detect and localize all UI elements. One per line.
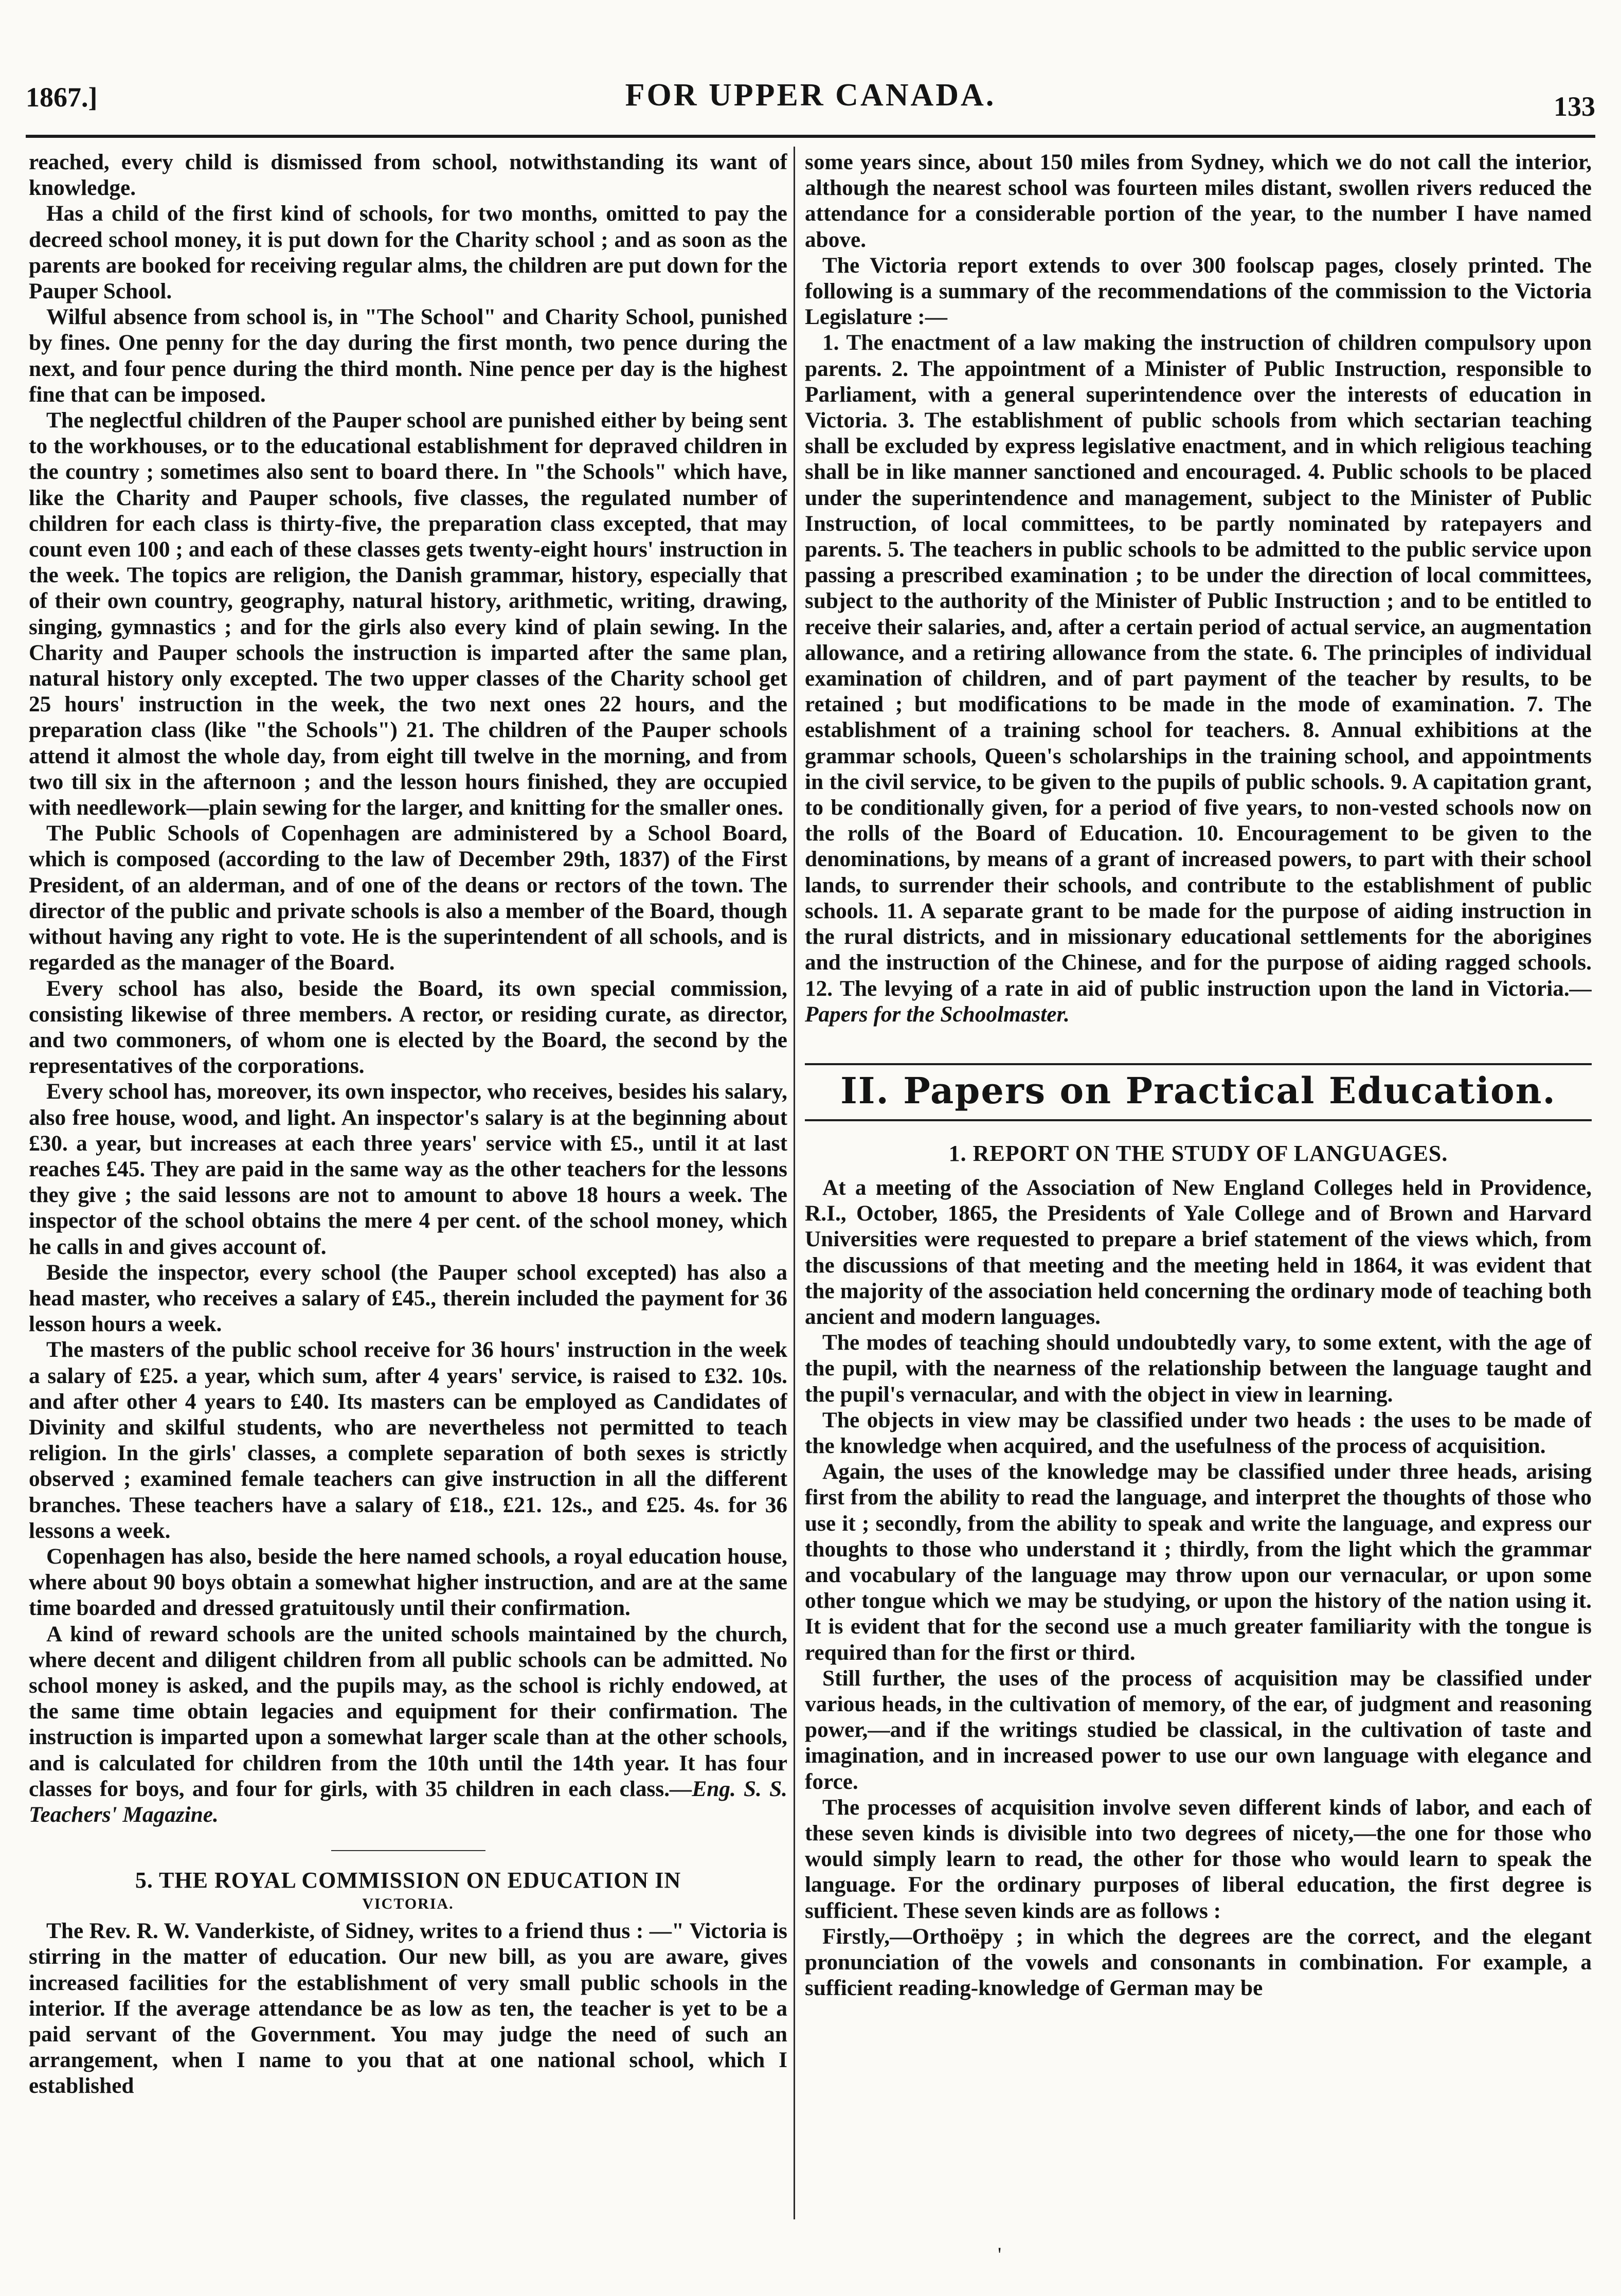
- paragraph-with-source: [29, 1621, 787, 1828]
- footer-mark: ': [998, 2243, 1002, 2266]
- left-column: [29, 149, 787, 2217]
- paragraph: The Victoria report extends to over 300 foolscap pages, closely printed. The following is a summary of the recommendations of the commission to the Victoria Legislature :—: [805, 253, 1592, 330]
- paragraph: Beside the inspector, every school (the Pauper school excepted) has also a head master, who receives a salary of £45., therein included the payment for 36 lesson hours a week.: [29, 1260, 787, 1337]
- header-title: FOR UPPER CANADA.: [625, 78, 996, 113]
- heading-rule-bottom: [805, 1119, 1592, 1121]
- paragraph: The modes of teaching should undoubtedly vary, to some extent, with the age of the pupil, with the nearness of the relationship between the language taught and the pupil's vernacular, and with the object in view in learning.: [805, 1330, 1592, 1407]
- paragraph: some years since, about 150 miles from Sydney, which we do not call the interior, although the nearest school was fourteen miles distant, swollen rivers reduced the attendance for a considerable portion of the year, to the number I have named above.: [805, 150, 1592, 252]
- paragraph: Wilful absence from school is, in "The School" and Charity School, punished by fines. One penny for the day during the first month, two pence during the next, and four pence during the third month. Nine pence per day is the highest fine that can be imposed.: [29, 304, 787, 407]
- paragraph: Still further, the uses of the process of acquisition may be classified under various heads, in the cultivation of memory, of the ear, of judgment and reasoning power,—and if the writings studied be classical, in the cultivation of taste and imagination, and in increased power to use our own language with elegance and force.: [805, 1665, 1592, 1794]
- paragraph: reached, every child is dismissed from school, notwithstanding its want of knowledge.: [29, 150, 787, 201]
- paragraph: Again, the uses of the knowledge may be classified under three heads, arising first from the ability to read the language, and interpret the thoughts of those who use it ; secondly, from the ability to speak and write the language, and express our thoughts to those who understand it ; thirdly, from the light which the grammar and vocabulary of the language may throw upon our vernacular, or upon some other tongue which we may be studying, or upon the history of the nation using it. It is evident that for the second use a much greater familiarity with the tongue is required than for the first or third.: [805, 1459, 1592, 1665]
- source-citation: —Eng. S. S. Teachers' Magazine.: [29, 1776, 787, 1827]
- paragraph-text: A kind of reward schools are the united schools maintained by the church, where decent and diligent children from all public schools can be admitted. No school money is asked, and the pupils may, as the school is richly endowed, at the same time obtain legacies and equipment for their confirmation. The instruction is imparted upon a somewhat larger scale than at the other schools, and is calculated for children from the 10th until the 14th year. It has four classes for boys, and four for girls, with 35 children in each class.: [29, 1621, 787, 1801]
- paragraph: The objects in view may be classified under two heads : the uses to be made of the knowledge when acquired, and the usefulness of the process of acquisition.: [805, 1407, 1592, 1458]
- paragraph: Has a child of the first kind of schools, for two months, omitted to pay the decreed school money, it is put down for the Charity school ; and as soon as the parents are booked for receiving regular alms, the children are put down for the Pauper School.: [29, 201, 787, 304]
- report-title: 1. REPORT ON THE STUDY OF LANGUAGES.: [948, 1140, 1448, 1166]
- paragraph: Every school has, moreover, its own inspector, who receives, besides his salary, also free house, wood, and light. An inspector's salary is at the beginning about £30. a year, but increases at each three years' service with £5., until it at last reaches £45. They are paid in the same way as the other teachers for the lessons they give ; the said lessons are not to amount to above 18 hours a week. The inspector of the school obtains the mere 4 per cent. of the school money, which he calls in and gives account of.: [29, 1079, 787, 1259]
- paragraph: The Rev. R. W. Vanderkiste, of Sidney, writes to a friend thus : —" Victoria is stirring in the matter of education. Our new bill, as you are aware, gives increased facilities for the establishment of very small public schools in the interior. If the average attendance be as low as ten, the teacher is yet to be a paid servant of the Government. You may judge the need of such an arrangement, when I name to you that at one national school, which I established: [29, 1918, 787, 2098]
- header-year: 1867.]: [26, 82, 98, 113]
- paragraph-with-source: [805, 330, 1592, 1027]
- header-rule: [26, 135, 1595, 138]
- right-column: [805, 149, 1592, 2217]
- section-heading: II. Papers on Practical Education.: [840, 1069, 1556, 1112]
- section-divider: [331, 1850, 485, 1851]
- paragraph: The processes of acquisition involve seven different kinds of labor, and each of these seven kinds is divisible into two degrees of nicety,—the one for those who would simply learn to read, the other for those who would learn to speak the language. For the ordinary purposes of liberal education, the first degree is sufficient. These seven kinds are as follows :: [805, 1795, 1592, 1923]
- paragraph: Every school has also, beside the Board, its own special commission, consisting likewise of three members. A rector, or residing curate, as director, and two commoners, of whom one is elected by the Board, the second by the representatives of the corporations.: [29, 976, 787, 1079]
- paragraph: Firstly,—Orthoëpy ; in which the degrees are the correct, and the elegant pronunciation of the vowels and consonants in combination. For example, a sufficient reading-knowledge of German may be: [805, 1924, 1592, 2001]
- paragraph: The neglectful children of the Pauper school are punished either by being sent to the workhouses, or to the educational establishment for depraved children in the country ; sometimes also sent to board there. In "the Schools" which have, like the Charity and Pauper schools, five classes, the regulated number of children for each class is thirty-five, the preparation class excepted, that may count even 100 ; and each of these classes gets twenty-eight hours' instruction in the week. The topics are religion, the Danish grammar, history, especially that of their own country, geography, natural history, arithmetic, writing, drawing, singing, gymnastics ; and for the girls also every kind of plain sewing. In the Charity and Pauper schools the instruction is imparted after the same plan, natural history only excepted. The two upper classes of the Charity school get 25 hours' instruction in the week, the two next ones 22 hours, and the preparation class (like "the Schools") 21. The children of the Pauper schools attend it almost the whole day, from eight till twelve in the morning, and from two till six in the afternoon ; and the lesson hours finished, they are occupied with needlework—plain sewing for the larger, and knitting for the smaller ones.: [29, 408, 787, 820]
- section-heading-box: [805, 1063, 1592, 1121]
- paragraph-text: 1. The enactment of a law making the instruction of children compulsory upon parents. 2. The appointment of a Minister of Public Instruction, responsible to Parliament, with a general superintendence over the interests of education in Victoria. 3. The establishment of public schools from which sectarian teaching shall be excluded by express legislative enactment, and in which religious teaching shall be in like manner sanctioned and encouraged. 4. Public schools to be placed under the superintendence and management, subject to the Minister of Public Instruction, of local committees, to be partly nominated by ratepayers and parents. 5. The teachers in public schools to be admitted to the public service upon passing a prescribed examination ; to be under the direction of local committees, subject to the authority of the Minister of Public Instruction ; and to be entitled to receive their salaries, and, after a certain period of actual service, an augmentation allowance, and a retiring allowance from the state. 6. The principles of individual examination of children, and of part payment of the teacher by results, to be retained ; but modifications to be made in the mode of examination. 7. The establishment of a training school for teachers. 8. Annual exhibitions at the grammar schools, Queen's scholarships in the training school, and appointments in the civil service, to be given to the pupils of public schools. 9. A capitation grant, to be conditionally given, for a period of five years, to non-vested schools now on the rolls of the Board of Education. 10. Encouragement to be given to the denominations, by means of a grant of increased powers, to part with their school lands, to surrender their schools, and contribute to the establishment of public schools. 11. A separate grant to be made for the purpose of aiding instruction in the rural districts, and in missionary educational settlements for the aborigines and the instruction of the Chinese, and for the purpose of aiding ragged schools. 12. The levying of a rate in aid of public instruction upon the land in Victoria.: [805, 330, 1592, 1001]
- section-subtitle: VICTORIA.: [362, 1895, 454, 1913]
- section-title: 5. THE ROYAL COMMISSION ON EDUCATION IN: [135, 1868, 681, 1893]
- paragraph: The masters of the public school receive for 36 hours' instruction in the week a salary of £25. a year, which sum, after 4 years' service, is raised to £32. 10s. and after other 4 years to £40. Its masters can be employed as Candidates of Divinity and skilful students, who are nevertheless not permitted to teach religion. In the girls' classes, a complete separation of both sexes is strictly observed ; examined female teachers can give instruction in all the different branches. These teachers have a salary of £18., £21. 12s., and £25. 4s. for 36 lessons a week.: [29, 1337, 787, 1543]
- column-separator: [794, 147, 795, 2219]
- paragraph: At a meeting of the Association of New England Colleges held in Providence, R.I., October, 1865, the Presidents of Yale College and of Brown and Harvard Universities were requested to prepare a brief statement of the views which, from the discussions of that meeting and the meeting held in 1864, it was evident that the majority of the association held concerning the ordinary mode of teaching both ancient and modern languages.: [805, 1175, 1592, 1329]
- paragraph: Copenhagen has also, beside the here named schools, a royal education house, where about 90 boys obtain a somewhat higher instruction, and are at the same time boarded and dressed gratuitously until their confirmation.: [29, 1544, 787, 1621]
- page-number: 133: [1554, 91, 1595, 122]
- running-header: [26, 77, 1595, 123]
- source-citation: —Papers for the Schoolmaster.: [805, 976, 1592, 1027]
- paragraph: The Public Schools of Copenhagen are administered by a School Board, which is composed (according to the law of December 29th, 1837) of the First President, of an alderman, and of one of the deans or rectors of the town. The director of the public and private schools is also a member of the Board, though without having any right to vote. He is the superintendent of all schools, and is regarded as the manager of the Board.: [29, 821, 787, 975]
